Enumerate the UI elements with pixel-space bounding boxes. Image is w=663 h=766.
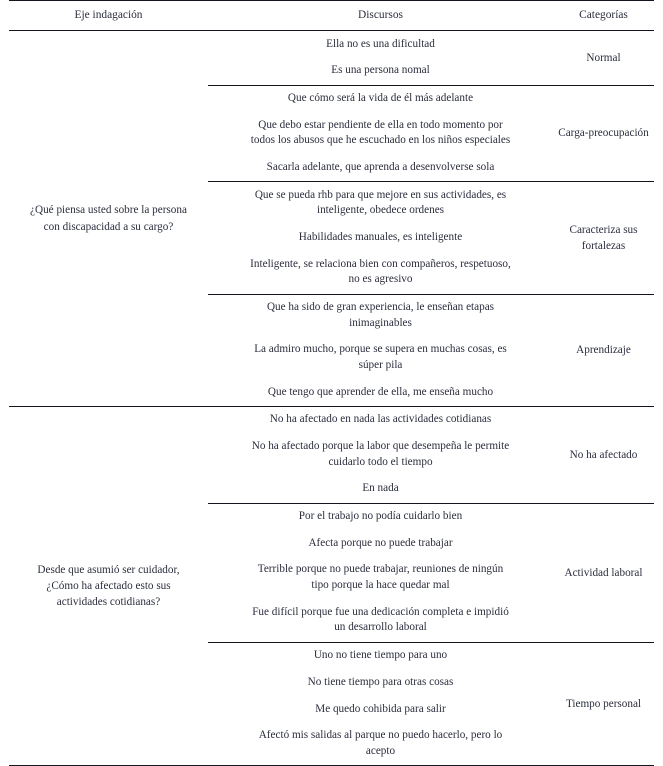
discourse-item: Es una persona nomal — [331, 64, 430, 77]
discourse-item: Que debo estar pendiente de ella en todo momento por todos los abusos que he escuchado en los niños especiales — [250, 118, 511, 147]
discourse-item: Fue difícil porque fue una dedicación completa e impidió un desarrollo laboral — [252, 605, 509, 634]
category-cell: No ha afectado — [553, 406, 654, 503]
discourse-item: Inteligente, se relaciona bien con compañeros, respetuoso, no es agresivo — [250, 257, 511, 286]
discourse-item: Uno no tiene tiempo para uno — [313, 649, 448, 662]
discourse-item: No ha afectado porque la labor que desempeña le permite cuidarlo todo el tiempo — [251, 440, 510, 468]
category-cell: Actividad laboral — [553, 503, 654, 642]
table-header — [9, 1, 654, 31]
discourse-group-cell — [208, 85, 553, 182]
discourse-group-cell — [208, 503, 553, 642]
category-cell: Tiempo personal — [553, 642, 654, 765]
category-cell: Caracteriza sus fortalezas — [553, 182, 654, 294]
column-header-eje: Eje indagación — [9, 1, 208, 31]
category-cell: Aprendizaje — [553, 294, 654, 406]
discourse-group-cell — [208, 294, 553, 406]
discourse-item: No ha afectado en nada las actividades cotidianas — [269, 413, 492, 426]
discourse-item: Que ha sido de gran experiencia, le enseñan etapas inimaginables — [266, 301, 495, 329]
discourse-group-cell — [208, 406, 553, 503]
discourse-item: La admiro mucho, porque se supera en muchas cosas, es súper pila — [254, 343, 507, 372]
table-row — [9, 31, 654, 85]
discourse-item: Que se pueda rhb para que mejore en sus actividades, es inteligente, obedece ordenes — [254, 188, 507, 217]
eje-question-cell: Desde que asumió ser cuidador, ¿Cómo ha afectado esto sus actividades cotidianas? — [9, 406, 208, 765]
discourse-group-cell — [208, 31, 553, 85]
discourse-item: Ella no es una dificultad — [326, 37, 435, 50]
discourse-item: Afectó mis salidas al parque no puedo hacerlo, pero lo acepto — [258, 729, 503, 757]
discourse-item: Que cómo será la vida de él más adelante — [287, 92, 474, 105]
eje-question-cell: ¿Qué piensa usted sobre la persona con discapacidad a su cargo? — [30, 204, 187, 233]
table-body — [9, 31, 654, 766]
discourse-item: Habilidades manuales, es inteligente — [298, 231, 463, 244]
discourse-item: Por el trabajo no podía cuidarlo bien — [298, 510, 463, 523]
discourse-item: Que tengo que aprender de ella, me enseña mucho — [267, 385, 494, 398]
qualitative-results-table — [9, 0, 654, 766]
discourse-item: En nada — [362, 482, 399, 495]
column-header-discursos: Discursos — [208, 1, 553, 31]
discourse-group-cell — [208, 642, 553, 765]
discourse-item: Afecta porque no puede trabajar — [308, 536, 453, 549]
column-header-categorias: Categorías — [553, 1, 654, 31]
discourse-item: Sacarla adelante, que aprenda a desenvolverse sola — [266, 161, 495, 174]
category-cell: Normal — [586, 51, 621, 64]
discourse-group-cell — [208, 182, 553, 294]
discourse-item: No tiene tiempo para otras cosas — [307, 675, 454, 688]
category-cell: Carga-preocupación — [553, 85, 654, 182]
table-row — [9, 406, 654, 503]
discourse-item: Terrible porque no puede trabajar, reuniones de ningún tipo porque la hace quedar mal — [257, 563, 504, 592]
discourse-item: Me quedo cohibida para salir — [315, 702, 446, 715]
